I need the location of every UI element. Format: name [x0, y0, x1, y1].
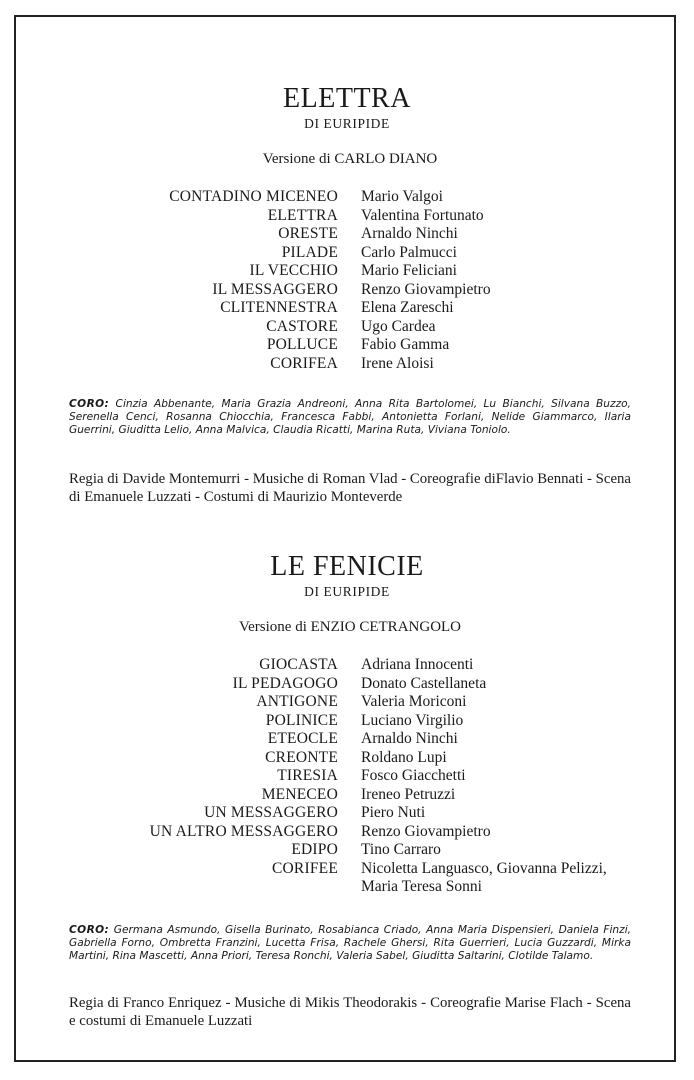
- production-credits: Regia di Franco Enriquez - Musiche di Mikis Theodorakis - Coreografie Marise Flach - Scena e costumi di Emanuele Luzzati: [69, 994, 631, 1030]
- play-author: DI EURIPIDE: [304, 584, 390, 599]
- cast-role: UN ALTRO MESSAGGERO: [149, 822, 338, 840]
- cast-role: CASTORE: [266, 317, 338, 335]
- cast-actor: Elena Zareschi: [361, 299, 454, 316]
- cast-role: POLINICE: [265, 711, 338, 729]
- cast-row: [0, 262, 694, 281]
- chorus-label: CORO:: [69, 923, 110, 936]
- cast-actor: Ugo Cardea: [361, 317, 436, 335]
- production-credits: Regia di Davide Montemurri - Musiche di Roman Vlad - Coreografie diFlavio Bennati - Scena di Emanuele Luzzati - Costumi di Maurizio Monteverde: [69, 470, 631, 506]
- cast-row: [0, 767, 694, 786]
- play-title: ELETTRA: [283, 83, 411, 114]
- cast-role: MENECEO: [261, 785, 338, 803]
- cast-role: ANTIGONE: [256, 693, 338, 710]
- cast-row: [0, 225, 694, 244]
- cast-row: [0, 712, 694, 731]
- cast-list: [0, 656, 694, 897]
- cast-role: TIRESIA: [277, 767, 338, 784]
- cast-row: [0, 281, 694, 300]
- cast-role: UN MESSAGGERO: [204, 804, 338, 821]
- play-version: Versione di CARLO DIANO: [262, 151, 438, 167]
- cast-actor: Roldano Lupi: [361, 748, 447, 766]
- cast-row: [0, 675, 694, 694]
- cast-role: CLITENNESTRA: [220, 299, 338, 316]
- cast-role: IL MESSAGGERO: [212, 280, 338, 298]
- cast-role: IL PEDAGOGO: [232, 674, 338, 692]
- chorus-list: [69, 924, 631, 964]
- cast-actor: Tino Carraro: [361, 841, 441, 858]
- cast-role: ELETTRA: [267, 206, 338, 224]
- cast-actor: Renzo Giovampietro: [361, 280, 491, 298]
- chorus-names: Germana Asmundo, Gisella Burinato, Rosabianca Criado, Anna Maria Dispensieri, Daniela Finzi, Gabriella Forno, Ombretta Franzini, Lucetta Frisa, Rachele Ghersi, Rita Guerrieri, Lucia Guzzardi, Mirka Martini, Rina Mascetti, Anna Priori, Teresa Ronchi, Valeria Sabel, Giuditta Saltarini, Clotilde Talamo.: [69, 923, 631, 962]
- cast-actor: Mario Feliciani: [361, 262, 457, 279]
- cast-role: CORIFEA: [270, 354, 338, 372]
- cast-row: [0, 730, 694, 749]
- cast-actor: Valeria Moriconi: [361, 693, 467, 710]
- cast-actor: Nicoletta Languasco, Giovanna Pelizzi, Maria Teresa Sonni: [361, 859, 607, 895]
- play-version: Versione di ENZIO CETRANGOLO: [238, 619, 462, 635]
- cast-row: [0, 188, 694, 207]
- cast-actor: Arnaldo Ninchi: [361, 730, 458, 747]
- play-le-fenicie: [0, 550, 694, 1030]
- cast-role: IL VECCHIO: [249, 262, 338, 279]
- cast-actor: Mario Valgoi: [361, 188, 443, 205]
- cast-row: [0, 841, 694, 860]
- cast-actor: Ireneo Petruzzi: [361, 785, 456, 803]
- chorus-names: Cinzia Abbenante, Maria Grazia Andreoni, Anna Rita Bartolomei, Lu Bianchi, Silvana Buzzo, Serenella Cenci, Rosanna Chiocchia, Francesca Fabbi, Antonietta Forlani, Nelide Giammarco, Ilaria Guerrini, Giuditta Lelio, Anna Malvica, Claudia Ricatti, Marina Ruta, Viviana Toniolo.: [69, 397, 631, 436]
- cast-actor: Donato Castellaneta: [361, 674, 487, 692]
- cast-role: GIOCASTA: [259, 656, 338, 673]
- cast-row: [0, 299, 694, 318]
- cast-row: [0, 823, 694, 842]
- cast-actor: Piero Nuti: [361, 804, 426, 821]
- cast-role: CORIFEE: [272, 859, 338, 877]
- cast-role: POLLUCE: [266, 336, 338, 353]
- cast-row: [0, 336, 694, 355]
- cast-role: ORESTE: [278, 225, 338, 242]
- cast-row: [0, 749, 694, 768]
- cast-row: [0, 804, 694, 823]
- cast-row: [0, 244, 694, 263]
- cast-row: [0, 355, 694, 374]
- cast-actor: Fabio Gamma: [361, 336, 450, 353]
- cast-role: PILADE: [281, 243, 338, 261]
- cast-row: [0, 318, 694, 337]
- chorus-label: CORO:: [69, 397, 110, 410]
- play-elettra: [0, 82, 694, 506]
- cast-actor: Carlo Palmucci: [361, 243, 457, 261]
- cast-role: EDIPO: [291, 841, 338, 858]
- cast-list: [0, 188, 694, 373]
- cast-actor: Adriana Innocenti: [361, 656, 474, 673]
- cast-role: CREONTE: [265, 748, 338, 766]
- cast-row: [0, 693, 694, 712]
- chorus-list: [69, 398, 631, 438]
- cast-actor: Luciano Virgilio: [361, 711, 464, 729]
- cast-actor: Arnaldo Ninchi: [361, 225, 458, 242]
- cast-actor: Valentina Fortunato: [361, 206, 484, 224]
- cast-actor: Irene Aloisi: [361, 354, 434, 372]
- play-title: LE FENICIE: [270, 551, 424, 582]
- cast-row: [0, 786, 694, 805]
- cast-role: ETEOCLE: [267, 730, 338, 747]
- cast-row: [0, 207, 694, 226]
- cast-role: CONTADINO MICENEO: [169, 188, 338, 205]
- cast-actor: Fosco Giacchetti: [361, 767, 466, 784]
- cast-actor: Renzo Giovampietro: [361, 822, 491, 840]
- cast-row: [0, 860, 694, 897]
- play-author: DI EURIPIDE: [304, 116, 390, 131]
- cast-row: [0, 656, 694, 675]
